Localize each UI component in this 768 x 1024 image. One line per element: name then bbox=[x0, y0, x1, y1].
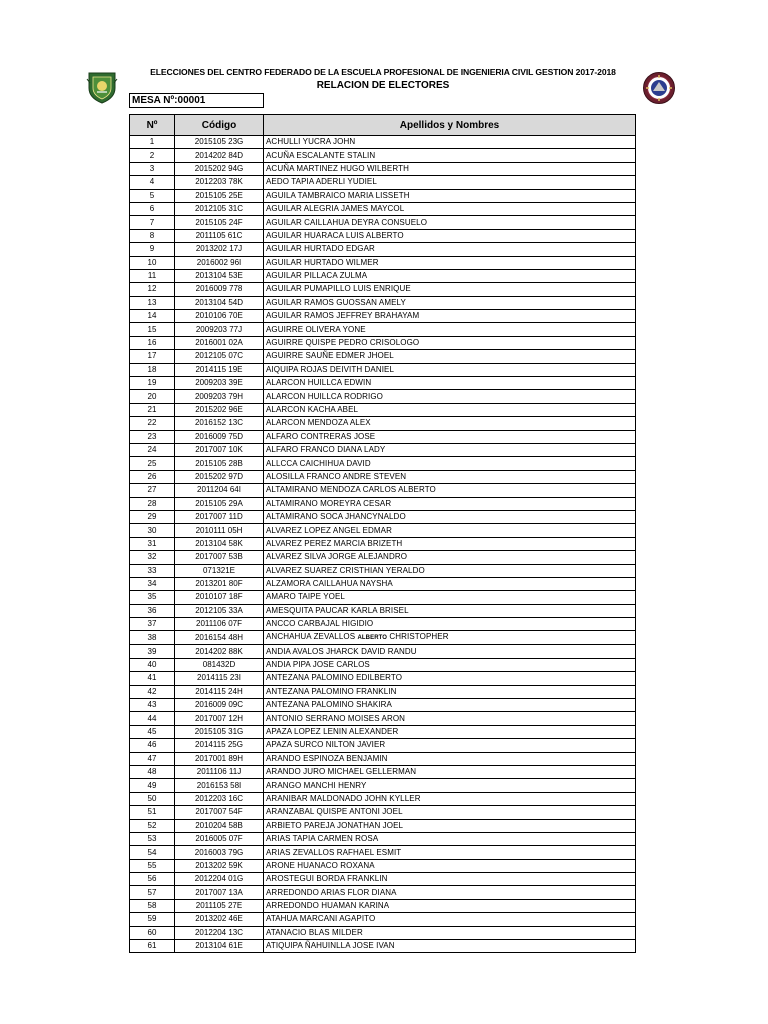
student-name: ARREDONDO ARIAS FLOR DIANA bbox=[264, 886, 636, 899]
student-name: ANCCO CARBAJAL HIGIDIO bbox=[264, 618, 636, 631]
table-row bbox=[130, 564, 636, 577]
row-number: 18 bbox=[130, 363, 175, 376]
table-row bbox=[130, 604, 636, 617]
table-row bbox=[130, 591, 636, 604]
student-code: 2015202 97D bbox=[175, 470, 264, 483]
row-number: 42 bbox=[130, 685, 175, 698]
student-name: ALFARO FRANCO DIANA LADY bbox=[264, 443, 636, 456]
table-row bbox=[130, 269, 636, 282]
voters-table-body bbox=[130, 136, 636, 953]
table-row bbox=[130, 913, 636, 926]
table-row bbox=[130, 350, 636, 363]
table-row bbox=[130, 926, 636, 939]
table-row bbox=[130, 685, 636, 698]
row-number: 11 bbox=[130, 269, 175, 282]
table-row bbox=[130, 202, 636, 215]
table-row bbox=[130, 577, 636, 590]
mesa-number-box: MESA Nº:00001 bbox=[129, 93, 264, 108]
table-header-row bbox=[130, 115, 636, 136]
row-number: 25 bbox=[130, 457, 175, 470]
table-row bbox=[130, 243, 636, 256]
student-name: AGUILAR RAMOS JEFFREY BRAHAYAM bbox=[264, 310, 636, 323]
table-row bbox=[130, 524, 636, 537]
student-code: 2015105 25E bbox=[175, 189, 264, 202]
table-row bbox=[130, 940, 636, 953]
student-name: ARONE HUANACO ROXANA bbox=[264, 859, 636, 872]
student-name: AROSTEGUI BORDA FRANKLIN bbox=[264, 873, 636, 886]
table-row bbox=[130, 310, 636, 323]
table-row bbox=[130, 497, 636, 510]
table-row bbox=[130, 873, 636, 886]
student-name: ALOSILLA FRANCO ANDRE STEVEN bbox=[264, 470, 636, 483]
table-row bbox=[130, 470, 636, 483]
student-code: 2017001 89H bbox=[175, 752, 264, 765]
row-number: 41 bbox=[130, 672, 175, 685]
student-name: ACUÑA MARTINEZ HUGO WILBERTH bbox=[264, 162, 636, 175]
row-number: 9 bbox=[130, 243, 175, 256]
student-code: 081432D bbox=[175, 658, 264, 671]
row-number: 16 bbox=[130, 336, 175, 349]
row-number: 40 bbox=[130, 658, 175, 671]
table-row bbox=[130, 229, 636, 242]
student-code: 2012204 13C bbox=[175, 926, 264, 939]
student-name-part: ANCHAHUA ZEVALLOS bbox=[266, 632, 358, 642]
student-code: 2012105 33A bbox=[175, 604, 264, 617]
student-name: ARANGO MANCHI HENRY bbox=[264, 779, 636, 792]
row-number: 8 bbox=[130, 229, 175, 242]
student-code: 2012203 16C bbox=[175, 792, 264, 805]
row-number: 56 bbox=[130, 873, 175, 886]
student-name: ARIAS ZEVALLOS RAFHAEL ESMIT bbox=[264, 846, 636, 859]
student-code: 2012203 78K bbox=[175, 176, 264, 189]
student-name: APAZA LOPEZ LENIN ALEXANDER bbox=[264, 725, 636, 738]
column-header-number: Nº bbox=[130, 115, 175, 136]
student-code: 2013202 17J bbox=[175, 243, 264, 256]
student-code: 2010111 05H bbox=[175, 524, 264, 537]
row-number: 13 bbox=[130, 296, 175, 309]
student-code: 2016001 02A bbox=[175, 336, 264, 349]
student-name: ACHULLI YUCRA JOHN bbox=[264, 136, 636, 149]
table-row bbox=[130, 136, 636, 149]
student-name: ARREDONDO HUAMAN KARINA bbox=[264, 899, 636, 912]
student-code: 2012105 31C bbox=[175, 202, 264, 215]
student-name: AGUILAR HURTADO WILMER bbox=[264, 256, 636, 269]
student-code: 2011204 64I bbox=[175, 484, 264, 497]
student-code: 2013104 61E bbox=[175, 940, 264, 953]
table-row bbox=[130, 899, 636, 912]
table-row bbox=[130, 806, 636, 819]
row-number: 39 bbox=[130, 645, 175, 658]
student-code: 2011105 27E bbox=[175, 899, 264, 912]
student-code: 2013104 53E bbox=[175, 269, 264, 282]
row-number: 4 bbox=[130, 176, 175, 189]
student-name: AMARO TAIPE YOEL bbox=[264, 591, 636, 604]
student-code: 2016009 778 bbox=[175, 283, 264, 296]
student-name: AGUILAR PILLACA ZULMA bbox=[264, 269, 636, 282]
row-number: 21 bbox=[130, 403, 175, 416]
student-name: AGUILAR RAMOS GUOSSAN AMELY bbox=[264, 296, 636, 309]
row-number: 34 bbox=[130, 577, 175, 590]
student-name: ALTAMIRANO SOCA JHANCYNALDO bbox=[264, 510, 636, 523]
student-code: 2015105 28B bbox=[175, 457, 264, 470]
student-code: 2015105 24F bbox=[175, 216, 264, 229]
table-row bbox=[130, 832, 636, 845]
row-number: 17 bbox=[130, 350, 175, 363]
student-name: AMESQUITA PAUCAR KARLA BRISEL bbox=[264, 604, 636, 617]
student-code: 2010204 58B bbox=[175, 819, 264, 832]
student-name: ARBIETO PAREJA JONATHAN JOEL bbox=[264, 819, 636, 832]
table-row bbox=[130, 712, 636, 725]
student-name: ALVAREZ SILVA JORGE ALEJANDRO bbox=[264, 551, 636, 564]
student-code: 2013104 58K bbox=[175, 537, 264, 550]
engineering-emblem-icon bbox=[642, 71, 676, 105]
table-row bbox=[130, 189, 636, 202]
row-number: 45 bbox=[130, 725, 175, 738]
row-number: 15 bbox=[130, 323, 175, 336]
student-name: AGUILAR CAILLAHUA DEYRA CONSUELO bbox=[264, 216, 636, 229]
student-code: 2016009 09C bbox=[175, 699, 264, 712]
row-number: 61 bbox=[130, 940, 175, 953]
row-number: 27 bbox=[130, 484, 175, 497]
student-name: AEDO TAPIA ADERLI YUDIEL bbox=[264, 176, 636, 189]
row-number: 26 bbox=[130, 470, 175, 483]
table-row bbox=[130, 162, 636, 175]
row-number: 2 bbox=[130, 149, 175, 162]
row-number: 6 bbox=[130, 202, 175, 215]
table-row bbox=[130, 149, 636, 162]
table-row bbox=[130, 403, 636, 416]
row-number: 46 bbox=[130, 739, 175, 752]
student-code: 2017007 13A bbox=[175, 886, 264, 899]
row-number: 38 bbox=[130, 631, 175, 645]
row-number: 43 bbox=[130, 699, 175, 712]
document-title: ELECCIONES DEL CENTRO FEDERADO DE LA ESCUELA PROFESIONAL DE INGENIERIA CIVIL GESTION 2017-2018 bbox=[150, 67, 616, 77]
table-row bbox=[130, 765, 636, 778]
row-number: 44 bbox=[130, 712, 175, 725]
student-code: 2009203 77J bbox=[175, 323, 264, 336]
student-code: 2014115 24H bbox=[175, 685, 264, 698]
student-name: ALVAREZ SUAREZ CRISTHIAN YERALDO bbox=[264, 564, 636, 577]
row-number: 60 bbox=[130, 926, 175, 939]
table-row bbox=[130, 551, 636, 564]
table-row bbox=[130, 859, 636, 872]
student-code: 2009203 39E bbox=[175, 377, 264, 390]
table-row bbox=[130, 216, 636, 229]
student-name: ALZAMORA CAILLAHUA NAYSHA bbox=[264, 577, 636, 590]
student-name: AGUIRRE OLIVERA YONE bbox=[264, 323, 636, 336]
student-name: ATIQUIPA ÑAHUINLLA JOSE IVAN bbox=[264, 940, 636, 953]
student-code: 2016003 79G bbox=[175, 846, 264, 859]
student-name-small-part: ALBERTO bbox=[357, 635, 388, 642]
student-code: 2016005 07F bbox=[175, 832, 264, 845]
table-row bbox=[130, 457, 636, 470]
row-number: 1 bbox=[130, 136, 175, 149]
row-number: 31 bbox=[130, 537, 175, 550]
table-row bbox=[130, 417, 636, 430]
row-number: 53 bbox=[130, 832, 175, 845]
student-code: 2014115 19E bbox=[175, 363, 264, 376]
student-name: ANTEZANA PALOMINO SHAKIRA bbox=[264, 699, 636, 712]
table-row bbox=[130, 631, 636, 645]
table-row bbox=[130, 256, 636, 269]
row-number: 55 bbox=[130, 859, 175, 872]
student-code: 2013104 54D bbox=[175, 296, 264, 309]
row-number: 37 bbox=[130, 618, 175, 631]
student-name: APAZA SURCO NILTON JAVIER bbox=[264, 739, 636, 752]
row-number: 19 bbox=[130, 377, 175, 390]
table-row bbox=[130, 658, 636, 671]
student-name: ARANZABAL QUISPE ANTONI JOEL bbox=[264, 806, 636, 819]
student-name: ARANDO ESPINOZA BENJAMIN bbox=[264, 752, 636, 765]
row-number: 32 bbox=[130, 551, 175, 564]
student-code: 2009203 79H bbox=[175, 390, 264, 403]
student-code: 2016154 48H bbox=[175, 631, 264, 645]
student-code: 071321E bbox=[175, 564, 264, 577]
table-row bbox=[130, 739, 636, 752]
table-row bbox=[130, 296, 636, 309]
student-name: ANDIA AVALOS JHARCK DAVID RANDU bbox=[264, 645, 636, 658]
student-name: AGUIRRE SAUÑE EDMER JHOEL bbox=[264, 350, 636, 363]
student-code: 2015202 94G bbox=[175, 162, 264, 175]
row-number: 28 bbox=[130, 497, 175, 510]
student-name: ANTEZANA PALOMINO EDILBERTO bbox=[264, 672, 636, 685]
row-number: 12 bbox=[130, 283, 175, 296]
student-code: 2012204 01G bbox=[175, 873, 264, 886]
student-name: ANDIA PIPA JOSE CARLOS bbox=[264, 658, 636, 671]
student-code: 2014115 25G bbox=[175, 739, 264, 752]
student-name: ALVAREZ LOPEZ ANGEL EDMAR bbox=[264, 524, 636, 537]
table-row bbox=[130, 283, 636, 296]
student-code: 2017007 54F bbox=[175, 806, 264, 819]
row-number: 51 bbox=[130, 806, 175, 819]
student-code: 2011106 11J bbox=[175, 765, 264, 778]
student-name: AGUILAR HURTADO EDGAR bbox=[264, 243, 636, 256]
voters-table bbox=[129, 114, 636, 953]
student-code: 2012105 07C bbox=[175, 350, 264, 363]
student-name: ALVAREZ PEREZ MARCIA BRIZETH bbox=[264, 537, 636, 550]
student-code: 2017007 53B bbox=[175, 551, 264, 564]
table-row bbox=[130, 752, 636, 765]
row-number: 20 bbox=[130, 390, 175, 403]
student-code: 2016002 96I bbox=[175, 256, 264, 269]
row-number: 57 bbox=[130, 886, 175, 899]
student-name: ALTAMIRANO MOREYRA CESAR bbox=[264, 497, 636, 510]
student-code: 2016152 13C bbox=[175, 417, 264, 430]
table-row bbox=[130, 618, 636, 631]
row-number: 5 bbox=[130, 189, 175, 202]
table-row bbox=[130, 430, 636, 443]
row-number: 47 bbox=[130, 752, 175, 765]
table-row bbox=[130, 725, 636, 738]
table-row bbox=[130, 510, 636, 523]
student-name: AGUILAR ALEGRIA JAMES MAYCOL bbox=[264, 202, 636, 215]
student-name: ARANDO JURO MICHAEL GELLERMAN bbox=[264, 765, 636, 778]
university-shield-icon bbox=[86, 70, 118, 104]
student-name: ALFARO CONTRERAS JOSE bbox=[264, 430, 636, 443]
student-code: 2014115 23I bbox=[175, 672, 264, 685]
student-code: 2014202 84D bbox=[175, 149, 264, 162]
student-code: 2016009 75D bbox=[175, 430, 264, 443]
student-name: AGUILAR HUARACA LUIS ALBERTO bbox=[264, 229, 636, 242]
student-name: AGUILAR PUMAPILLO LUIS ENRIQUE bbox=[264, 283, 636, 296]
student-code: 2013202 46E bbox=[175, 913, 264, 926]
student-code: 2011106 07F bbox=[175, 618, 264, 631]
row-number: 50 bbox=[130, 792, 175, 805]
student-name: ATAHUA MARCANI AGAPITO bbox=[264, 913, 636, 926]
student-name: ALARCON KACHA ABEL bbox=[264, 403, 636, 416]
student-code: 2017007 12H bbox=[175, 712, 264, 725]
student-code: 2010106 70E bbox=[175, 310, 264, 323]
table-row bbox=[130, 886, 636, 899]
student-code: 2013201 80F bbox=[175, 577, 264, 590]
table-row bbox=[130, 390, 636, 403]
row-number: 36 bbox=[130, 604, 175, 617]
student-code: 2015105 23G bbox=[175, 136, 264, 149]
row-number: 10 bbox=[130, 256, 175, 269]
row-number: 3 bbox=[130, 162, 175, 175]
table-row bbox=[130, 699, 636, 712]
row-number: 24 bbox=[130, 443, 175, 456]
table-row bbox=[130, 846, 636, 859]
student-code: 2011105 61C bbox=[175, 229, 264, 242]
student-name: AGUILA TAMBRAICO MARIA LISSETH bbox=[264, 189, 636, 202]
table-row bbox=[130, 377, 636, 390]
student-code: 2014202 88K bbox=[175, 645, 264, 658]
row-number: 23 bbox=[130, 430, 175, 443]
table-row bbox=[130, 792, 636, 805]
row-number: 48 bbox=[130, 765, 175, 778]
document-subtitle: RELACION DE ELECTORES bbox=[316, 80, 450, 91]
table-row bbox=[130, 363, 636, 376]
student-code: 2017007 11D bbox=[175, 510, 264, 523]
table-row bbox=[130, 176, 636, 189]
row-number: 59 bbox=[130, 913, 175, 926]
row-number: 49 bbox=[130, 779, 175, 792]
table-row bbox=[130, 819, 636, 832]
student-name-part: CHRISTOPHER bbox=[387, 632, 449, 642]
table-row bbox=[130, 323, 636, 336]
table-row bbox=[130, 484, 636, 497]
row-number: 33 bbox=[130, 564, 175, 577]
student-code: 2013202 59K bbox=[175, 859, 264, 872]
student-name: ANTEZANA PALOMINO FRANKLIN bbox=[264, 685, 636, 698]
student-name: ANTONIO SERRANO MOISES ARON bbox=[264, 712, 636, 725]
student-name bbox=[264, 631, 636, 645]
row-number: 58 bbox=[130, 899, 175, 912]
table-row bbox=[130, 537, 636, 550]
student-code: 2015105 29A bbox=[175, 497, 264, 510]
student-code: 2015105 31G bbox=[175, 725, 264, 738]
table-row bbox=[130, 336, 636, 349]
column-header-code: Código bbox=[175, 115, 264, 136]
row-number: 30 bbox=[130, 524, 175, 537]
row-number: 35 bbox=[130, 591, 175, 604]
student-name: ARIAS TAPIA CARMEN ROSA bbox=[264, 832, 636, 845]
student-code: 2017007 10K bbox=[175, 443, 264, 456]
student-code: 2010107 18F bbox=[175, 591, 264, 604]
table-row bbox=[130, 672, 636, 685]
student-code: 2015202 96E bbox=[175, 403, 264, 416]
student-name: ALARCON HUILLCA RODRIGO bbox=[264, 390, 636, 403]
table-row bbox=[130, 645, 636, 658]
student-name: ACUÑA ESCALANTE STALIN bbox=[264, 149, 636, 162]
table-row bbox=[130, 443, 636, 456]
student-name: ALARCON HUILLCA EDWIN bbox=[264, 377, 636, 390]
row-number: 54 bbox=[130, 846, 175, 859]
student-code: 2016153 58I bbox=[175, 779, 264, 792]
row-number: 7 bbox=[130, 216, 175, 229]
column-header-names: Apellidos y Nombres bbox=[264, 115, 636, 136]
student-name: AIQUIPA ROJAS DEIVITH DANIEL bbox=[264, 363, 636, 376]
student-name: ATANACIO BLAS MILDER bbox=[264, 926, 636, 939]
table-row bbox=[130, 779, 636, 792]
row-number: 52 bbox=[130, 819, 175, 832]
student-name: ALLCCA CAICHIHUA DAVID bbox=[264, 457, 636, 470]
row-number: 22 bbox=[130, 417, 175, 430]
student-name: AGUIRRE QUISPE PEDRO CRISOLOGO bbox=[264, 336, 636, 349]
student-name: ALARCON MENDOZA ALEX bbox=[264, 417, 636, 430]
row-number: 29 bbox=[130, 510, 175, 523]
student-name: ALTAMIRANO MENDOZA CARLOS ALBERTO bbox=[264, 484, 636, 497]
student-name: ARANIBAR MALDONADO JOHN KYLLER bbox=[264, 792, 636, 805]
row-number: 14 bbox=[130, 310, 175, 323]
